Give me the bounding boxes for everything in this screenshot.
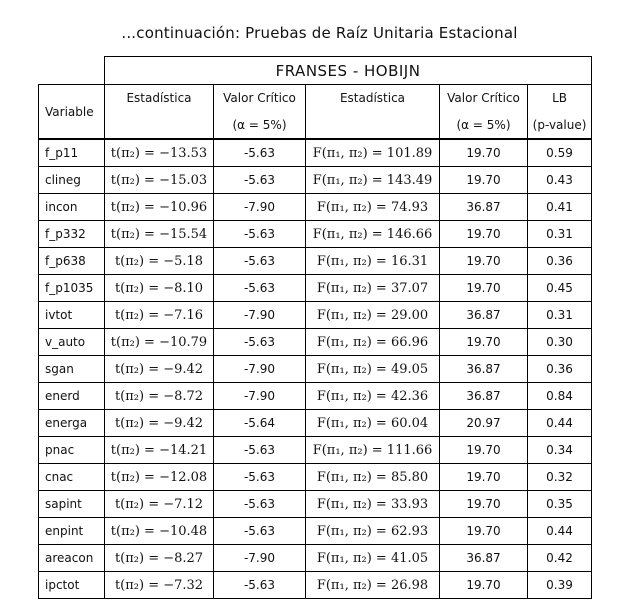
cell-f-crit: 36.87 [440,194,528,221]
col-lb-sub: (p-value) [528,111,592,139]
cell-lb: 0.30 [528,329,592,356]
cell-lb: 0.31 [528,221,592,248]
col-lb: LB [528,85,592,112]
table-row [39,491,592,518]
table-row [39,572,592,599]
cell-f-stat: F(π₁, π₂) = 146.66 [306,221,440,248]
cell-f-crit: 19.70 [440,221,528,248]
cell-f-stat: F(π₁, π₂) = 37.07 [306,275,440,302]
cell-variable: areacon [39,545,105,572]
cell-lb: 0.44 [528,518,592,545]
cell-lb: 0.36 [528,248,592,275]
cell-f-stat: F(π₁, π₂) = 143.49 [306,167,440,194]
cell-t-stat: t(π₂) = −7.12 [105,491,214,518]
cell-f-crit: 19.70 [440,464,528,491]
table-row [39,545,592,572]
cell-variable: sapint [39,491,105,518]
cell-t-stat: t(π₂) = −10.79 [105,329,214,356]
cell-f-stat: F(π₁, π₂) = 33.93 [306,491,440,518]
col-estadistica-f: Estadística [306,85,440,112]
cell-variable: energa [39,410,105,437]
col-valor-critico-t: Valor Crítico [214,85,306,112]
cell-t-stat: t(π₂) = −8.27 [105,545,214,572]
cell-variable: sgan [39,356,105,383]
table-row [39,410,592,437]
table-row [39,329,592,356]
cell-t-crit: -5.63 [214,248,306,275]
cell-lb: 0.39 [528,572,592,599]
cell-t-crit: -5.63 [214,518,306,545]
table-title: ...continuación: Pruebas de Raíz Unitaria Estacional [121,24,518,42]
cell-variable: clineg [39,167,105,194]
cell-lb: 0.59 [528,139,592,167]
cell-f-stat: F(π₁, π₂) = 41.05 [306,545,440,572]
table-row [39,464,592,491]
results-table [38,56,592,599]
cell-variable: cnac [39,464,105,491]
cell-t-crit: -7.90 [214,545,306,572]
cell-t-stat: t(π₂) = −10.96 [105,194,214,221]
cell-lb: 0.45 [528,275,592,302]
cell-lb: 0.32 [528,464,592,491]
cell-variable: ivtot [39,302,105,329]
table-row [39,194,592,221]
cell-variable: enpint [39,518,105,545]
cell-f-stat: F(π₁, π₂) = 111.66 [306,437,440,464]
cell-f-stat: F(π₁, π₂) = 49.05 [306,356,440,383]
cell-lb: 0.36 [528,356,592,383]
group-header: FRANSES - HOBIJN [105,57,592,85]
cell-f-stat: F(π₁, π₂) = 29.00 [306,302,440,329]
cell-lb: 0.84 [528,383,592,410]
cell-t-crit: -5.63 [214,464,306,491]
col-estadistica-t: Estadística [105,85,214,112]
cell-t-stat: t(π₂) = −7.32 [105,572,214,599]
cell-f-crit: 19.70 [440,275,528,302]
cell-t-crit: -5.63 [214,221,306,248]
corner-cell [39,57,105,85]
cell-f-crit: 19.70 [440,167,528,194]
table-row [39,167,592,194]
cell-t-crit: -5.63 [214,572,306,599]
table-body [39,139,592,599]
cell-f-crit: 19.70 [440,518,528,545]
cell-variable: f_p638 [39,248,105,275]
cell-variable: v_auto [39,329,105,356]
cell-f-crit: 36.87 [440,302,528,329]
cell-f-crit: 36.87 [440,545,528,572]
table-row [39,248,592,275]
cell-t-stat: t(π₂) = −8.72 [105,383,214,410]
cell-variable: f_p1035 [39,275,105,302]
cell-t-crit: -5.63 [214,437,306,464]
cell-f-crit: 19.70 [440,491,528,518]
cell-lb: 0.31 [528,302,592,329]
cell-t-stat: t(π₂) = −12.08 [105,464,214,491]
cell-lb: 0.41 [528,194,592,221]
cell-f-crit: 19.70 [440,437,528,464]
cell-lb: 0.42 [528,545,592,572]
table-row [39,221,592,248]
col-valor-critico-f: Valor Crítico [440,85,528,112]
table-row [39,139,592,167]
table-row [39,275,592,302]
cell-f-crit: 19.70 [440,248,528,275]
cell-f-stat: F(π₁, π₂) = 74.93 [306,194,440,221]
cell-t-crit: -7.90 [214,302,306,329]
cell-f-stat: F(π₁, π₂) = 66.96 [306,329,440,356]
cell-t-stat: t(π₂) = −13.53 [105,139,214,167]
col-variable: Variable [39,85,105,140]
cell-t-stat: t(π₂) = −9.42 [105,356,214,383]
table-row [39,302,592,329]
cell-f-stat: F(π₁, π₂) = 85.80 [306,464,440,491]
cell-variable: enerd [39,383,105,410]
table-row [39,356,592,383]
cell-t-stat: t(π₂) = −15.03 [105,167,214,194]
cell-variable: pnac [39,437,105,464]
cell-t-crit: -5.64 [214,410,306,437]
cell-variable: ipctot [39,572,105,599]
cell-lb: 0.35 [528,491,592,518]
cell-t-stat: t(π₂) = −8.10 [105,275,214,302]
cell-t-crit: -5.63 [214,275,306,302]
cell-f-stat: F(π₁, π₂) = 101.89 [306,139,440,167]
cell-t-stat: t(π₂) = −15.54 [105,221,214,248]
cell-t-crit: -5.63 [214,491,306,518]
cell-lb: 0.44 [528,410,592,437]
cell-t-crit: -5.63 [214,329,306,356]
table-row [39,518,592,545]
cell-t-stat: t(π₂) = −5.18 [105,248,214,275]
cell-t-crit: -5.63 [214,167,306,194]
col-estadistica-t-sub [105,111,214,139]
cell-lb: 0.43 [528,167,592,194]
cell-t-stat: t(π₂) = −14.21 [105,437,214,464]
table-row [39,383,592,410]
cell-variable: incon [39,194,105,221]
cell-f-crit: 36.87 [440,383,528,410]
cell-t-stat: t(π₂) = −10.48 [105,518,214,545]
cell-t-stat: t(π₂) = −9.42 [105,410,214,437]
cell-t-crit: -5.63 [214,139,306,167]
cell-t-stat: t(π₂) = −7.16 [105,302,214,329]
cell-f-stat: F(π₁, π₂) = 26.98 [306,572,440,599]
cell-variable: f_p11 [39,139,105,167]
col-estadistica-f-sub [306,111,440,139]
col-valor-critico-f-sub: (α = 5%) [440,111,528,139]
cell-t-crit: -7.90 [214,383,306,410]
col-valor-critico-t-sub: (α = 5%) [214,111,306,139]
cell-f-stat: F(π₁, π₂) = 60.04 [306,410,440,437]
cell-f-crit: 19.70 [440,572,528,599]
cell-f-crit: 19.70 [440,329,528,356]
cell-variable: f_p332 [39,221,105,248]
cell-t-crit: -7.90 [214,194,306,221]
cell-f-crit: 36.87 [440,356,528,383]
cell-lb: 0.34 [528,437,592,464]
cell-f-crit: 20.97 [440,410,528,437]
cell-f-crit: 19.70 [440,139,528,167]
cell-t-crit: -7.90 [214,356,306,383]
cell-f-stat: F(π₁, π₂) = 62.93 [306,518,440,545]
cell-f-stat: F(π₁, π₂) = 16.31 [306,248,440,275]
cell-f-stat: F(π₁, π₂) = 42.36 [306,383,440,410]
table-row [39,437,592,464]
